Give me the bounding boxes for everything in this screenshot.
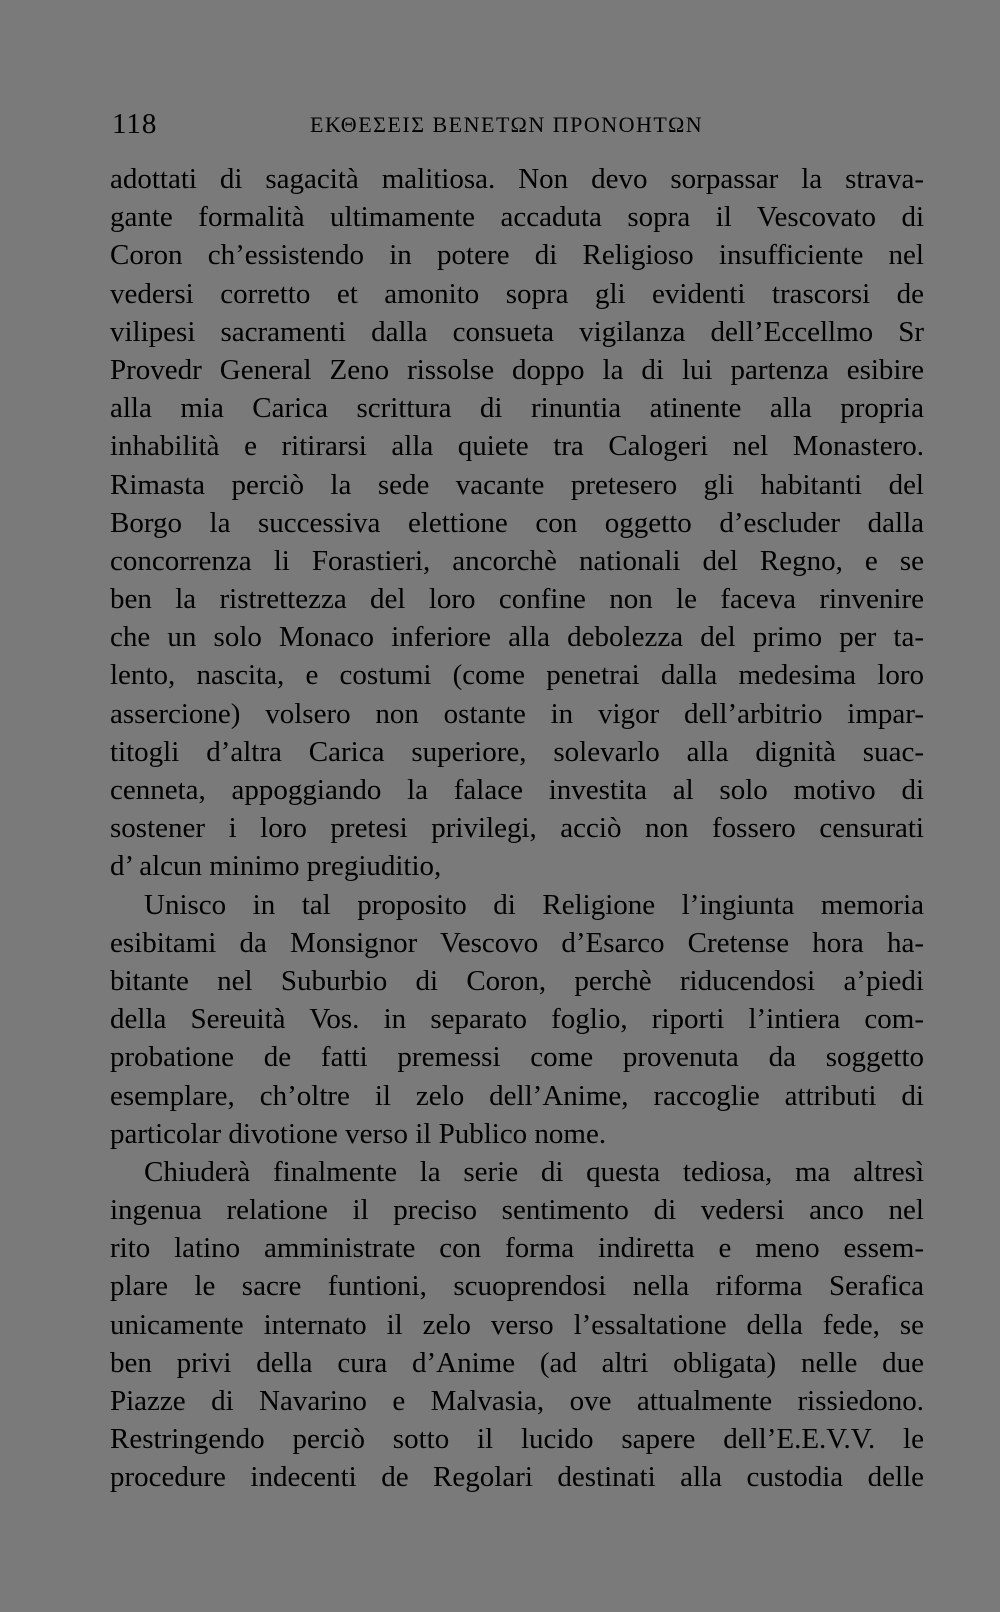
text-line: ben privi della cura d’Anime (ad altri obligata) nelle due xyxy=(110,1346,924,1379)
text-line: Piazze di Navarino e Malvasia, ove attualmente rissiedono. xyxy=(110,1385,924,1417)
text-line: alla mia Carica scrittura di rinuntia atinente alla propria xyxy=(110,392,924,425)
text-line: Restringendo perciò sotto il lucido sapere dell’E.E.V.V. le xyxy=(110,1423,924,1456)
text-line: esemplare, ch’oltre il zelo dell’Anime, raccoglie attributi di xyxy=(110,1079,924,1112)
text-line: della Sereuità Vos. in separato foglio, riporti l’intiera com- xyxy=(110,1003,924,1036)
text-line: vilipesi sacramenti dalla consueta vigilanza dell’Eccellmo Sr xyxy=(110,315,924,348)
body-text xyxy=(110,160,924,1497)
text-line: che un solo Monaco inferiore alla debolezza del primo per ta- xyxy=(110,621,924,654)
text-line: unicamente internato il zelo verso l’essaltatione della fede, se xyxy=(110,1308,924,1341)
text-line: concorrenza li Forastieri, ancorchè nationali del Regno, e se xyxy=(110,544,924,577)
text-line: sostener i loro pretesi privilegi, acciò non fossero censurati xyxy=(110,812,924,845)
text-line: Unisco in tal proposito di Religione l’ingiunta memoria xyxy=(144,888,924,921)
text-line: rito latino amministrate con forma indiretta e meno essem- xyxy=(110,1232,924,1265)
text-line: cenneta, appoggiando la falace investita al solo motivo di xyxy=(110,774,924,806)
text-line: Provedr General Zeno rissolse doppo la di lui partenza esibire xyxy=(110,353,924,386)
text-line: probatione de fatti premessi come provenuta da soggetto xyxy=(110,1041,924,1074)
text-line: ben la ristrettezza del loro confine non le faceva rinvenire xyxy=(110,583,924,616)
text-line: adottati di sagacità malitiosa. Non devo sorpassar la strava- xyxy=(110,163,924,195)
page-header xyxy=(112,108,924,148)
text-line: inhabilità e ritirarsi alla quiete tra Calogeri nel Monastero. xyxy=(110,430,924,463)
text-line: esibitami da Monsignor Vescovo d’Esarco Cretense hora ha- xyxy=(110,926,924,959)
running-title: ΕΚΘΕΣΕΙΣ ΒΕΝΕΤΩΝ ΠΡΟΝΟΗΤΩΝ xyxy=(310,112,704,137)
text-line: d’ alcun minimo pregiuditio, xyxy=(110,850,442,883)
text-line: particolar divotione verso il Publico nome. xyxy=(110,1117,607,1150)
text-line: titogli d’altra Carica superiore, solevarlo alla dignità suac- xyxy=(110,735,924,768)
text-line: lento, nascita, e costumi (come penetrai dalla medesima loro xyxy=(110,659,924,692)
text-line: ingenua relatione il preciso sentimento di vedersi anco nel xyxy=(110,1194,924,1227)
text-line: vedersi corretto et amonito sopra gli evidenti trascorsi de xyxy=(110,277,924,310)
text-line: gante formalità ultimamente accaduta sopra il Vescovato di xyxy=(110,201,924,234)
text-line: Chiuderà finalmente la serie di questa tediosa, ma altresì xyxy=(144,1155,924,1188)
text-line: assercione) volsero non ostante in vigor dell’arbitrio impar- xyxy=(110,697,924,730)
text-line: Rimasta perciò la sede vacante pretesero gli habitanti del xyxy=(110,468,924,501)
text-line: bitante nel Suburbio di Coron, perchè riducendosi a’piedi xyxy=(110,964,924,997)
text-line: Coron ch’essistendo in potere di Religioso insufficiente nel xyxy=(110,239,924,272)
page-number: 118 xyxy=(112,108,158,140)
text-line: Borgo la successiva elettione con oggetto d’escluder dalla xyxy=(110,506,924,539)
text-line: procedure indecenti de Regolari destinati alla custodia delle xyxy=(110,1461,924,1494)
text-line: plare le sacre funtioni, scuoprendosi nella riforma Serafica xyxy=(110,1270,924,1303)
